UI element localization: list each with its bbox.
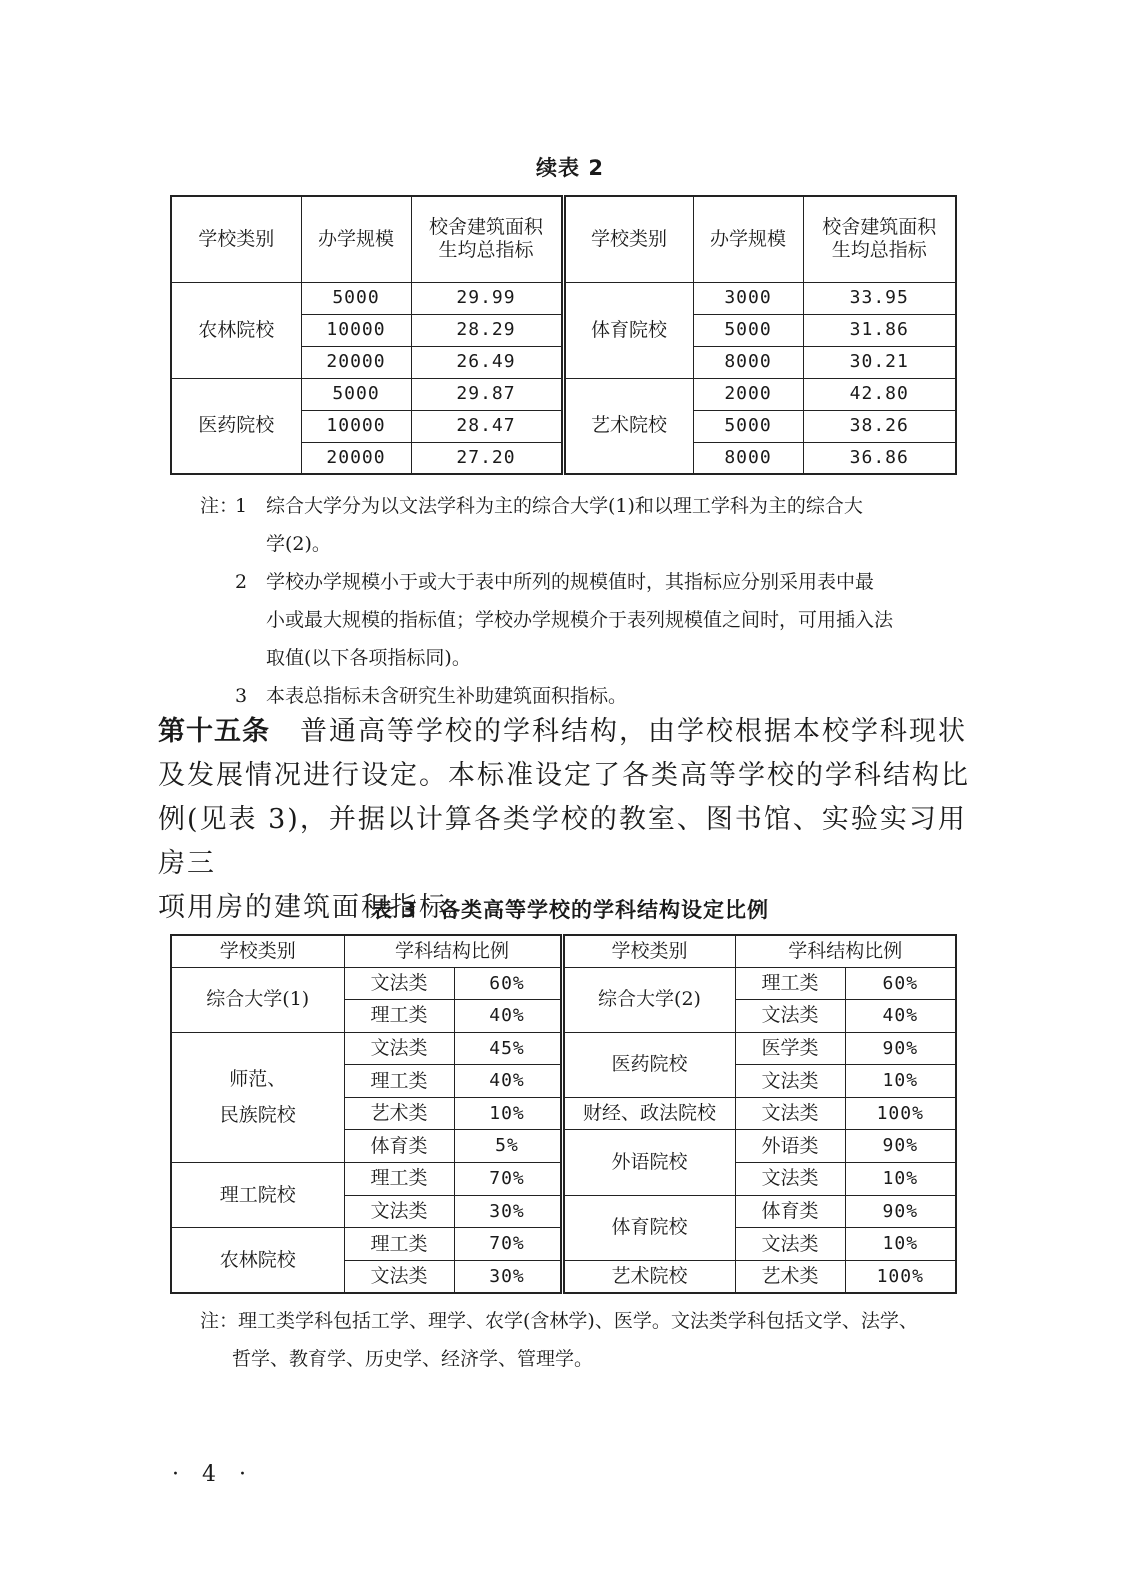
subject-cell: 文法类 xyxy=(344,1032,454,1065)
school-type-cell: 财经、政法院校 xyxy=(562,1097,735,1130)
percent-cell: 100% xyxy=(845,1097,956,1130)
subject-cell: 理工类 xyxy=(735,967,845,1000)
note-item: 本表总指标未含研究生补助建筑面积指标。 xyxy=(266,685,628,707)
school-type-cell: 体育院校 xyxy=(563,282,693,378)
school-type-cell: 师范、 民族院校 xyxy=(171,1032,344,1162)
table-row xyxy=(171,967,956,1000)
index-cell: 36.86 xyxy=(803,442,956,474)
header-cell: 学校类别 xyxy=(171,196,301,282)
header-cell: 学校类别 xyxy=(171,935,344,967)
scale-cell: 10000 xyxy=(301,410,411,442)
school-type-cell: 体育院校 xyxy=(562,1195,735,1260)
index-cell: 28.47 xyxy=(411,410,563,442)
subject-cell: 体育类 xyxy=(735,1195,845,1228)
subject-cell: 艺术类 xyxy=(344,1097,454,1130)
header-cell: 学校类别 xyxy=(563,196,693,282)
note-item: 综合大学分为以文法学科为主的综合大学(1)和以理工学科为主的综合大 学(2)。 xyxy=(266,495,863,555)
index-cell: 33.95 xyxy=(803,282,956,314)
percent-cell: 60% xyxy=(454,967,562,1000)
index-cell: 38.26 xyxy=(803,410,956,442)
note-number: 1 xyxy=(235,495,248,517)
percent-cell: 90% xyxy=(845,1032,956,1065)
percent-cell: 40% xyxy=(454,1000,562,1033)
table2-caption: 续表 2 xyxy=(536,156,604,180)
header-cell: 学科结构比例 xyxy=(735,935,956,967)
percent-cell: 10% xyxy=(845,1228,956,1261)
subject-cell: 文法类 xyxy=(344,1195,454,1228)
note-number: 2 xyxy=(235,571,248,593)
article-paragraph: 第十五条 普通高等学校的学科结构，由学校根据本校学科现状 及发展情况进行设定。本标准设定了各类高等学校的学科结构比 例(见表 3)，并据以计算各类学校的教室、图书馆、实验实习用房三 项用房的建筑面积指标。 xyxy=(158,716,970,923)
note-item: 学校办学规模小于或大于表中所列的规模值时，其指标应分别采用表中最 小或最大规模的指标值；学校办学规模介于表列规模值之间时，可用插入法 取值(以下各项指标同)。 xyxy=(266,571,894,669)
subject-cell: 文法类 xyxy=(735,1228,845,1261)
subject-cell: 文法类 xyxy=(344,1260,454,1293)
article-heading: 第十五条 xyxy=(158,716,270,747)
subject-cell: 艺术类 xyxy=(735,1260,845,1293)
school-type-cell: 综合大学(2) xyxy=(562,967,735,1032)
scale-cell: 2000 xyxy=(693,378,803,410)
note-number: 3 xyxy=(235,685,248,707)
table-header-row xyxy=(171,935,956,967)
percent-cell: 30% xyxy=(454,1260,562,1293)
subject-cell: 文法类 xyxy=(735,1097,845,1130)
table2 xyxy=(170,195,957,475)
scale-cell: 8000 xyxy=(693,442,803,474)
subject-cell: 外语类 xyxy=(735,1130,845,1163)
percent-cell: 30% xyxy=(454,1195,562,1228)
scale-cell: 3000 xyxy=(693,282,803,314)
subject-cell: 文法类 xyxy=(344,967,454,1000)
school-type-cell: 医药院校 xyxy=(562,1032,735,1097)
index-cell: 28.29 xyxy=(411,314,563,346)
scale-cell: 10000 xyxy=(301,314,411,346)
percent-cell: 90% xyxy=(845,1195,956,1228)
percent-cell: 10% xyxy=(845,1163,956,1196)
header-cell: 办学规模 xyxy=(301,196,411,282)
percent-cell: 5% xyxy=(454,1130,562,1163)
page-number: · 4 · xyxy=(172,1462,254,1487)
note-prefix: 注： xyxy=(200,495,239,517)
percent-cell: 10% xyxy=(845,1065,956,1098)
school-type-cell: 外语院校 xyxy=(562,1130,735,1195)
header-cell: 学校类别 xyxy=(562,935,735,967)
percent-cell: 70% xyxy=(454,1163,562,1196)
scale-cell: 5000 xyxy=(693,410,803,442)
scale-cell: 5000 xyxy=(301,282,411,314)
school-type-cell: 农林院校 xyxy=(171,282,301,378)
percent-cell: 10% xyxy=(454,1097,562,1130)
table3 xyxy=(170,934,957,1294)
table-header-row xyxy=(171,196,956,282)
percent-cell: 40% xyxy=(454,1065,562,1098)
index-cell: 30.21 xyxy=(803,346,956,378)
percent-cell: 45% xyxy=(454,1032,562,1065)
school-type-cell: 艺术院校 xyxy=(562,1260,735,1293)
subject-cell: 医学类 xyxy=(735,1032,845,1065)
index-cell: 26.49 xyxy=(411,346,563,378)
index-cell: 31.86 xyxy=(803,314,956,346)
header-cell: 校舍建筑面积 生均总指标 xyxy=(803,196,956,282)
scale-cell: 5000 xyxy=(301,378,411,410)
school-type-cell: 艺术院校 xyxy=(563,378,693,474)
percent-cell: 40% xyxy=(845,1000,956,1033)
school-type-cell: 医药院校 xyxy=(171,378,301,474)
scale-cell: 5000 xyxy=(693,314,803,346)
header-cell: 办学规模 xyxy=(693,196,803,282)
header-cell: 校舍建筑面积 生均总指标 xyxy=(411,196,563,282)
subject-cell: 文法类 xyxy=(735,1000,845,1033)
table-row xyxy=(171,378,956,410)
scale-cell: 20000 xyxy=(301,442,411,474)
subject-cell: 体育类 xyxy=(344,1130,454,1163)
subject-cell: 理工类 xyxy=(344,1228,454,1261)
subject-cell: 文法类 xyxy=(735,1163,845,1196)
school-type-cell: 农林院校 xyxy=(171,1228,344,1293)
index-cell: 29.99 xyxy=(411,282,563,314)
index-cell: 29.87 xyxy=(411,378,563,410)
percent-cell: 90% xyxy=(845,1130,956,1163)
table-row xyxy=(171,1032,956,1065)
subject-cell: 理工类 xyxy=(344,1065,454,1098)
index-cell: 27.20 xyxy=(411,442,563,474)
subject-cell: 理工类 xyxy=(344,1000,454,1033)
school-type-cell: 综合大学(1) xyxy=(171,967,344,1032)
percent-cell: 70% xyxy=(454,1228,562,1261)
scale-cell: 20000 xyxy=(301,346,411,378)
subject-cell: 文法类 xyxy=(735,1065,845,1098)
percent-cell: 100% xyxy=(845,1260,956,1293)
table3-caption: 表 3 各类高等学校的学科结构设定比例 xyxy=(371,898,769,922)
table-row xyxy=(171,282,956,314)
scale-cell: 8000 xyxy=(693,346,803,378)
header-cell: 学科结构比例 xyxy=(344,935,562,967)
subject-cell: 理工类 xyxy=(344,1163,454,1196)
index-cell: 42.80 xyxy=(803,378,956,410)
school-type-cell: 理工院校 xyxy=(171,1163,344,1228)
table3-note: 注：理工类学科包括工学、理学、农学(含林学)、医学。文法类学科包括文学、法学、 哲学、教育学、历史学、经济学、管理学。 xyxy=(200,1310,918,1370)
percent-cell: 60% xyxy=(845,967,956,1000)
